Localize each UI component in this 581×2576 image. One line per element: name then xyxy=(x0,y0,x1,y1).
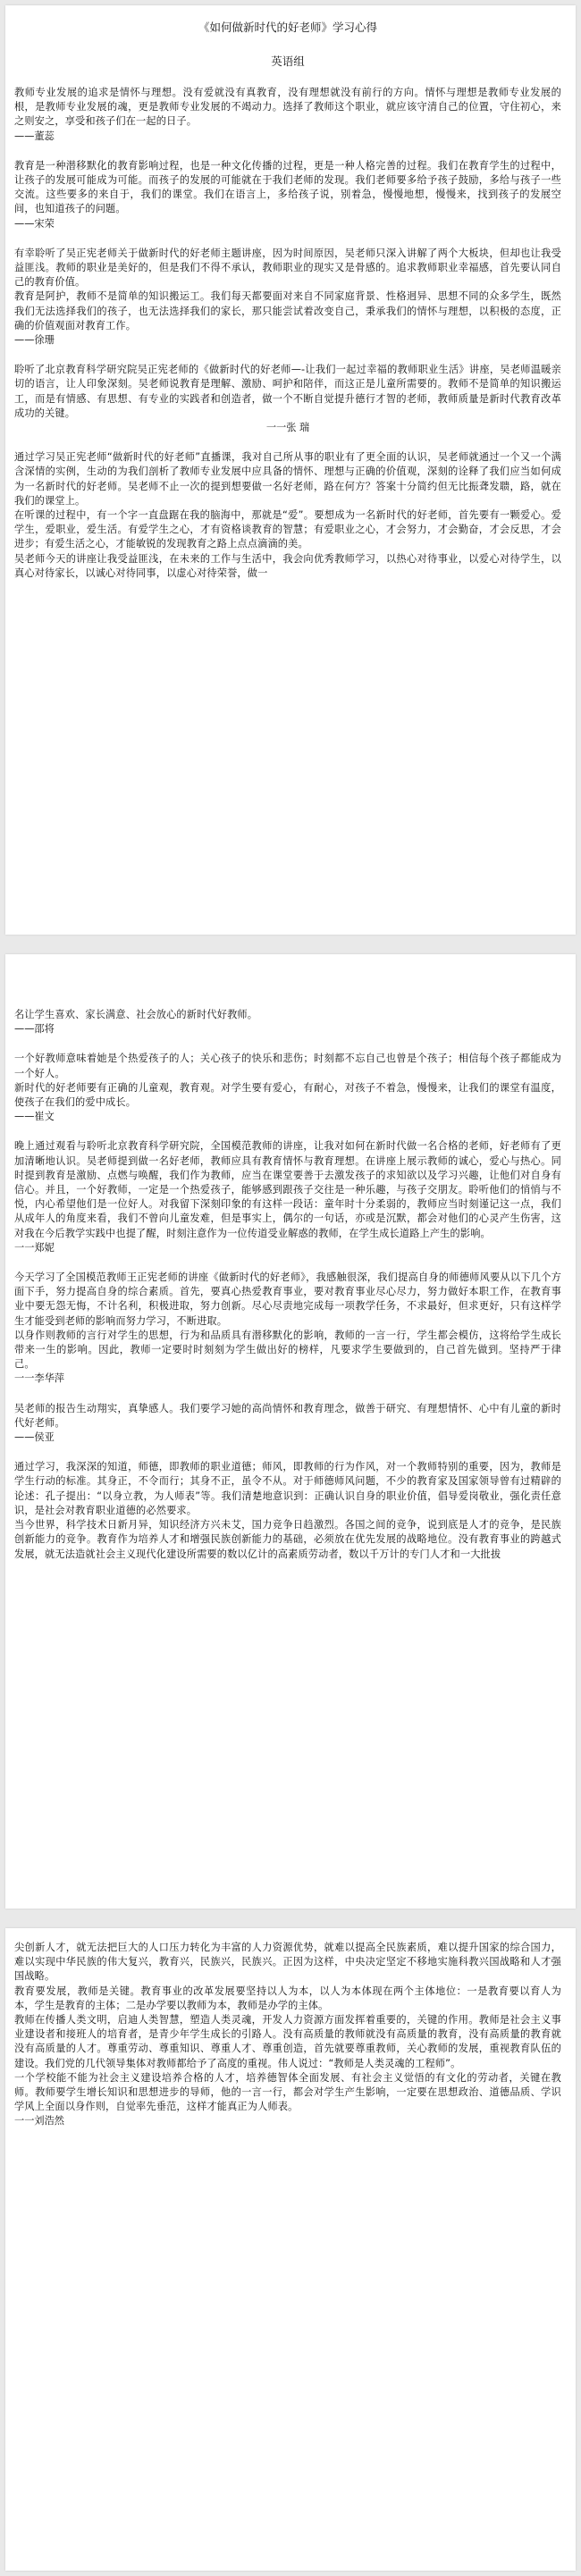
paragraph: 尖创新人才，就无法把巨大的人口压力转化为丰富的人力资源优势，就难以提高全民族素质，难以提升国家的综合国力，难以实现中华民族的伟大复兴，教育兴，民族兴，民族兴。正因为这样，中央决定坚定不移地实施科教兴国战略和人才强国战略。 xyxy=(14,1942,561,1983)
paragraph: 新时代的好老师要有正确的儿童观，教育观。对学生要有爱心，有耐心，对孩子不着急，慢慢来，让我们的课堂有温度，使孩子在我们的爱中成长。 xyxy=(14,1081,561,1109)
signature: 一一刘浩然 xyxy=(14,2115,64,2127)
paragraph: 教育要发展，教师是关键。教育事业的改革发展要坚持以人为本，以人为本体现在两个主体地位：一是教育要以育人为本，学生是教育的主体；二是办学要以教师为本，教师是办学的主体。 xyxy=(14,1984,561,2011)
paragraph: 吴老师的报告生动翔实，真挚感人。我们要学习她的高尚情怀和教育理念，做善于研究、有理想情怀、心中有儿童的新时代好老师。 xyxy=(14,1402,561,1429)
signature: ——董蕊 xyxy=(14,130,55,142)
signature: 一一张 瑞 xyxy=(265,422,310,434)
paragraph: 晚上通过观看与聆听北京教育科学研究院，全国模范教师的讲座，让我对如何在新时代做一名合格的老师，好老师有了更加清晰地认识。吴老师提到做一名好老师，教师应具有教育情怀与教育理想。在讲座上展示教师的诚心，爱心与热心。同时提到教育是激励、点燃与唤醒，我们作为教师，应当在课堂要善于去激发孩子的求知欲以及学习兴趣，让他们对自身有信心。并且，一个好教师，一定是一个热爱孩子，能够感到跟孩子交往是一种乐趣，与孩子交朋友。聆听他们的悄悄与不悦，内心希望他们是一位好人。对我留下深刻印象的有这样一段话：童年时十分柔弱的，教师应当时刻谨记这一点，我们从成年人的角度来看，我们不曾向儿童发难，但是事实上，偶尔的一句话，亦或是沉默，都会对他们的心灵产生伤害，这对我在今后教学实践中也提了醒，时刻注意作为一位传道受业解惑的教师，在学生成长道路上产生的影响。 xyxy=(14,1140,561,1239)
paragraph: 教育是一种潜移默化的教育影响过程，也是一种文化传播的过程，更是一种人格完善的过程。我们在教育学生的过程中，让孩子的发展可能成为可能。而孩子的发展的可能就在于我们老师的发现。我们老师要多给予孩子鼓励，多给与孩子一些交流。这些要多的来自于，我们的课堂。我们在语言上，多给孩子说，别着急，慢慢地想，慢慢来，找到孩子的发展空间，也知道孩子的问题。 xyxy=(14,159,561,215)
paragraph: 有幸聆听了吴正宪老师关于做新时代的好老师主题讲座，因为时间原因，吴老师只深入讲解了两个大板块，但却也让我受益匪浅。教师的职业是美好的，但是我们不得不承认，教师职业的现实又是骨感的。追求教师职业幸福感，首先要认同自己的教育价值。 xyxy=(14,247,561,289)
paragraph: 名让学生喜欢、家长满意、社会放心的新时代好教师。 xyxy=(14,1009,258,1020)
signature: ——邵将 xyxy=(14,1023,55,1036)
paragraph: 通过学习吴正宪老师“做新时代的好老师”直播课，我对自己所从事的职业有了更全面的认识，吴老师就通过一个又一个满含深情的实例，生动的为我们剖析了教师专业发展中应具备的情怀、理想与正确的价值观，深刻的诠释了我们应当如何成为一名新时代的好老师。吴老师不止一次的提到想要做一名好老师，路在何方？答案十分简约但无比振聋发聩，路，就在我们的课堂上。 xyxy=(14,451,561,507)
page-3-content xyxy=(14,1941,561,2129)
paragraph: 以身作则教师的言行对学生的思想，行为和品质具有潜移默化的影响，教师的一言一行，学生都会模仿，这将给学生成长带来一生的影响。因此，教师一定要时时刻刻为学生做出好的榜样，凡要求学生要做到的，自己首先做到。坚持严于律己。 xyxy=(14,1329,561,1371)
paragraph: 通过学习，我深深的知道，师德，即教师的职业道德；师风，即教师的行为作风，对一个教师特别的重要，因为，教师是学生行动的标准。其身正，不令而行；其身不正，虽令不从。对于师德师风问题，不少的教育家及国家领导曾有过精辟的论述：孔子提出：“以身立教，为人师表”等。我们清楚地意识到：正确认识自身的职业价值，倡导爱岗敬业，强化责任意识，是社会对教育职业道德的必然要求。 xyxy=(14,1461,561,1516)
paragraph: 一个好教师意味着她是个热爱孩子的人；关心孩子的快乐和悲伤；时刻都不忘自己也曾是个孩子；相信每个孩子都能成为一个好人。 xyxy=(14,1053,561,1079)
signature: ——宋荣 xyxy=(14,217,55,230)
paragraph: 教师专业发展的追求是情怀与理想。没有爱就没有真教育，没有理想就没有前行的方向。情怀与理想是教师专业发展的根，是教师专业发展的魂，更是教师专业发展的不竭动力。选择了教师这个职业，就应该守清自己的位置，守住初心，来之则安之，享受和孩子们在一起的日子。 xyxy=(14,87,561,128)
paragraph: 吴老师今天的讲座让我受益匪浅，在未来的工作与生活中，我会向优秀教师学习，以热心对待事业，以爱心对待学生，以真心对待家长，以诚心对待同事，以虚心对待荣誉，做一 xyxy=(14,552,561,579)
paragraph: 教育是阿护，教师不是简单的知识搬运工。我们每天都要面对来自不同家庭背景、性格迥异、思想不同的众多学生，既然我们无法选择我们的孩子，也无法选择我们的家长，那只能尝试着改变自己，秉承我们的情怀与理想，以积极的态度，正确的价值观面对教育工作。 xyxy=(14,290,561,331)
page-1-content xyxy=(14,20,561,581)
paragraph: 今天学习了全国模范教师王正宪老师的讲座《做新时代的好老师》，我感触很深，我们提高自身的师德师风要从以下几个方面下手，努力提高自身的综合素质。首先，要真心热爱教育事业，要对教育事业尽心尽力，努力做好本职工作，在教育事业中要无怨无悔，不计名利，积极进取，努力创新。尽心尽责地完成每一项教学任务，不求最好，但求更好，只有这样学生才能受到老师的影响而努力学习，不断进取。 xyxy=(14,1271,561,1327)
paragraph: 在听课的过程中，有一个字一直盘踞在我的脑海中，那就是“爱”。要想成为一名新时代的好老师，首先要有一颗爱心。爱学生，爱职业，爱生活。有爱学生之心，才有资格谈教育的智慧；有爱职业之心，才会努力，才会勤奋，才会反思，才会进步；有爱生活之心，才能敏锐的发现教育之路上点点滴滴的美。 xyxy=(14,509,561,550)
document-subtitle: 英语组 xyxy=(271,55,305,68)
paragraph: 聆听了北京教育科学研究院吴正宪老师的《做新时代的好老师—-让我们一起过幸福的教师职业生活》讲座，吴老师温暖亲切的语言，让人印象深刻。吴老师说教育是理解、激励、呵护和陪伴，而这正是儿童所需要的。教师不是简单的知识搬运工，而是有情感、有思想、有专业的实践者和创造者，做一个不断自觉提升德行才智的老师，教师质量是新时代教育改革成功的关键。 xyxy=(14,364,561,419)
document-page-3 xyxy=(5,1928,576,2571)
signature: 一一李华萍 xyxy=(14,1372,64,1385)
paragraph: 当今世界，科学技术日新月异，知识经济方兴未艾，国力竞争日趋激烈。各国之间的竞争，说到底是人才的竞争，是民族创新能力的竞争。教育作为培养人才和增强民族创新能力的基础，必须放在优先发展的战略地位。没有教育事业的跨越式发展，就无法造就社会主义现代化建设所需要的数以亿计的高素质劳动者，数以千万计的专门人才和一大批拔 xyxy=(14,1519,561,1560)
document-page-2 xyxy=(5,954,576,1909)
document-title: 《如何做新时代的好老师》学习心得 xyxy=(198,21,377,34)
page-2-content xyxy=(14,1008,561,1562)
paragraph: 一个学校能不能为社会主义建设培养合格的人才，培养德智体全面发展、有社会主义觉悟的有文化的劳动者，关键在教师。教师要学生增长知识和思想进步的导师，他的一言一行，都会对学生产生影响，一定要在思想政治、道德品质、学识学风上全面以身作则，自觉率先垂范，这样才能真正为人师表。 xyxy=(14,2071,561,2113)
paragraph: 教师在传播人类文明，启迪人类智慧，塑造人类灵魂，开发人力资源方面发挥着重要的，关键的作用。教师是社会主义事业建设者和接班人的培育者，是青少年学生成长的引路人。没有高质量的教师就没有高质量的教育，没有高质量的教育就没有高质量的人才。尊重劳动、尊重知识、尊重人才、尊重创造，首先就要尊重教师，关心教师的发展，重视教育队伍的建设。我们党的几代领导集体对教师都给予了高度的重视。伟人说过：“教师是人类灵魂的工程师”。 xyxy=(14,2014,561,2069)
signature: ——徐珊 xyxy=(14,334,55,347)
signature: ——崔文 xyxy=(14,1111,55,1123)
document-page-1 xyxy=(5,5,576,935)
signature: ——侯亚 xyxy=(14,1431,55,1444)
signature: 一一郑妮 xyxy=(14,1241,55,1254)
